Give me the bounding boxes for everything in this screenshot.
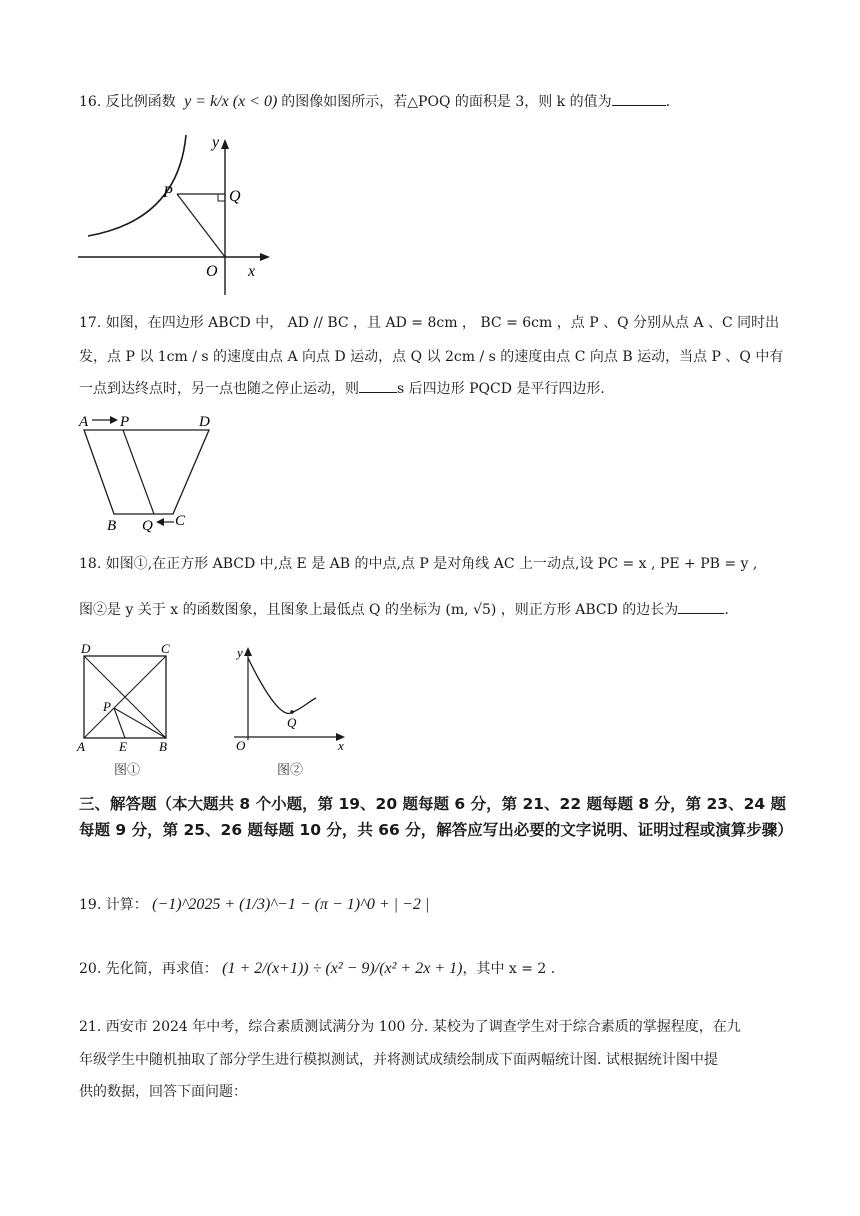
fig18b-label-x: x <box>338 738 344 753</box>
fig16-label-y: y <box>212 135 220 151</box>
question-20-expression: (1 + 2/(x+1)) ÷ (x² − 9)/(x² + 2x + 1) <box>222 960 463 977</box>
question-17-line3: 一点到达终点时，另一点也随之停止运动，则 s 后四边形 PQCD 是平行四边形. <box>79 376 605 403</box>
fig16-label-x: x <box>248 263 256 280</box>
fig16-label-P: P <box>163 184 173 201</box>
fig17-label-B: B <box>107 518 117 533</box>
question-16-number: 16. 反比例函数 <box>79 94 176 110</box>
question-18-line2: 图②是 y 关于 x 的函数图象，且图象上最低点 Q 的坐标为 (m, √5) ，则正方形 ABCD 的边长为 . <box>79 597 729 624</box>
fig18-caption-2: 图② <box>277 762 304 777</box>
fig17-label-Q: Q <box>142 518 153 533</box>
fig17-label-C: C <box>175 513 186 529</box>
question-21-line1: 21. 西安市 2024 年中考，综合素质测试满分为 100 分. 某校为了调查学生对于综合素质的掌握程度，在九 <box>79 1019 741 1035</box>
figure-18-function-graph <box>228 640 353 784</box>
question-19-number: 19. 计算： <box>79 897 148 913</box>
question-17-line2: 发，点 P 以 1cm / s 的速度由点 A 向点 D 运动，点 Q 以 2cm / s 的速度由点 C 向点 B 运动，当点 P 、Q 中有 <box>79 349 784 365</box>
fig18-label-C: C <box>161 641 170 656</box>
question-19-text <box>79 891 429 919</box>
fig18-label-D: D <box>81 641 91 656</box>
fig18b-label-Q: Q <box>287 715 297 730</box>
answer-blank-16[interactable] <box>612 91 666 106</box>
fig18-label-E: E <box>119 739 127 754</box>
fig16-label-Q: Q <box>229 188 241 205</box>
fig17-label-P: P <box>120 414 130 430</box>
fig18-caption-1: 图① <box>114 762 141 777</box>
fig18b-label-O: O <box>236 738 246 753</box>
question-16-text: 16. 反比例函数 y = k/x (x < 0) 的图像如图所示，若△POQ 的面积是 3，则 k 的值为 . <box>79 93 671 110</box>
question-18-line1: 18. 如图①,在正方形 ABCD 中,点 E 是 AB 的中点,点 P 是对角线 AC 上一动点,设 PC = x , PE + PB = y , <box>79 556 758 572</box>
figure-16-hyperbola <box>78 135 278 302</box>
question-21-line2: 年级学生中随机抽取了部分学生进行模拟测试，并将测试成绩绘制成下面两幅统计图. 试根据统计图中提 <box>79 1052 718 1068</box>
question-21-line3: 供的数据，回答下面问题： <box>79 1084 247 1100</box>
fig18b-label-y: y <box>237 645 243 660</box>
fig18-label-B: B <box>159 739 167 754</box>
question-20-text <box>79 955 555 983</box>
figure-17-trapezoid <box>78 411 228 537</box>
answer-blank-17[interactable] <box>359 378 397 393</box>
fig16-label-O: O <box>206 263 218 280</box>
fig18-label-P: P <box>103 699 111 714</box>
question-19-expression: (−1)^2025 + (1/3)^−1 − (π − 1)^0 + | −2 | <box>152 896 430 913</box>
question-16-body: 的图像如图所示，若△POQ 的面积是 3，则 k 的值为 <box>281 94 612 110</box>
question-17-line1: 17. 如图，在四边形 ABCD 中， AD // BC ，且 AD = 8cm ， BC = 6cm ，点 P 、Q 分别从点 A 、C 同时出 <box>79 315 780 331</box>
question-16-formula: y = k/x (x < 0) <box>184 93 278 110</box>
fig17-label-A: A <box>79 414 89 430</box>
question-20-condition: ，其中 x = 2 . <box>462 961 556 977</box>
question-20-number: 20. 先化简，再求值： <box>79 961 218 977</box>
section-3-heading: 三、解答题（本大题共 8 个小题，第 19、20 题每题 6 分，第 21、22 题每题 8 分，第 23、24 题每题 9 分，第 25、26 题每题 10 分，共 66 分，解答应写出必要的文字说明、证明过程或演算步骤） <box>79 795 793 839</box>
answer-blank-18[interactable] <box>678 599 724 614</box>
figure-18-square <box>76 640 181 784</box>
fig18-label-A: A <box>77 739 85 754</box>
fig17-label-D: D <box>199 414 210 430</box>
